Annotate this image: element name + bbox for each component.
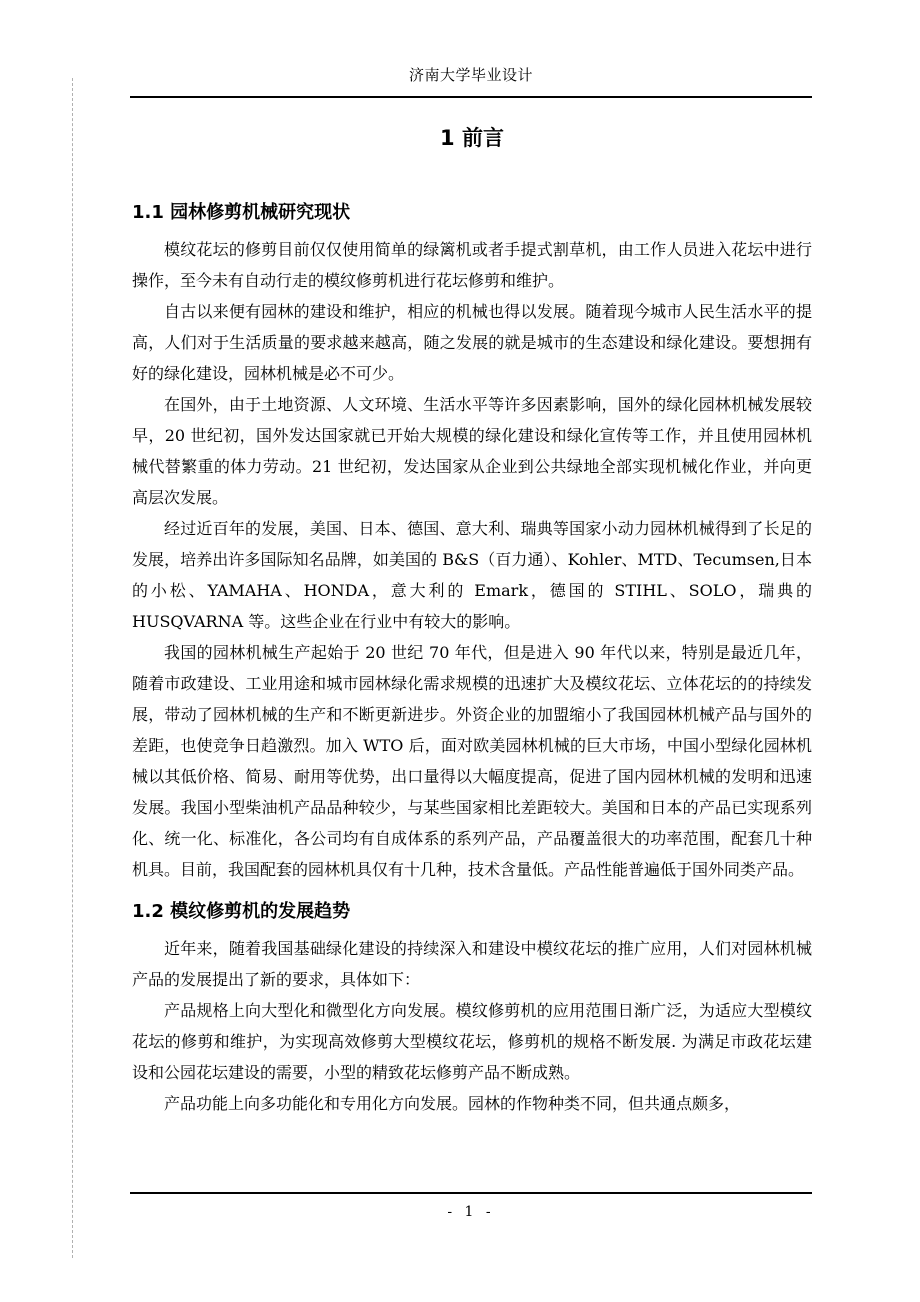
page-body — [132, 112, 812, 1119]
running-header: 济南大学毕业设计 — [408, 66, 533, 84]
paragraph: 产品功能上向多功能化和专用化方向发展。园林的作物种类不同，但共通点颇多， — [164, 1094, 741, 1113]
paragraph: 自古以来便有园林的建设和维护，相应的机械也得以发展。随着现今城市人民生活水平的提高，人们对于生活质量的要求越来越高，随之发展的就是城市的生态建设和绿化建设。要想拥有好的绿化建设，园林机械是必不可少。 — [132, 302, 812, 383]
section-heading: 1.2 模纹修剪机的发展趋势 — [132, 901, 351, 922]
binding-margin-line — [72, 78, 73, 1258]
page-number: - 1 - — [447, 1204, 495, 1220]
section-1-1 — [132, 196, 812, 885]
paragraph: 近年来，随着我国基础绿化建设的持续深入和建设中模纹花坛的推广应用，人们对园林机械产品的发展提出了新的要求，具体如下： — [132, 939, 812, 989]
header-rule — [130, 96, 812, 98]
section-heading: 1.1 园林修剪机械研究现状 — [132, 202, 351, 223]
paragraph: 产品规格上向大型化和微型化方向发展。模纹修剪机的应用范围日渐广泛，为适应大型模纹花坛的修剪和维护，为实现高效修剪大型模纹花坛，修剪机的规格不断发展. 为满足市政花坛建设和公园花坛建设的需要，小型的精致花坛修剪产品不断成熟。 — [132, 1001, 812, 1082]
chapter-title: 1 前言 — [440, 126, 504, 150]
paragraph: 我国的园林机械生产起始于 20 世纪 70 年代，但是进入 90 年代以来，特别是最近几年，随着市政建设、工业用途和城市园林绿化需求规模的迅速扩大及模纹花坛、立体花坛的的持续发展，带动了园林机械的生产和不断更新进步。外资企业的加盟缩小了我国园林机械产品与国外的差距，也使竞争日趋激烈。加入 WTO 后，面对欧美园林机械的巨大市场，中国小型绿化园林机械以其低价格、简易、耐用等优势，出口量得以大幅度提高，促进了国内园林机械的发明和迅速发展。我国小型柴油机产品品种较少，与某些国家相比差距较大。美国和日本的产品已实现系列化、统一化、标准化，各公司均有自成体系的系列产品，产品覆盖很大的功率范围，配套几十种机具。目前，我国配套的园林机具仅有十几种，技术含量低。产品性能普遍低于国外同类产品。 — [132, 643, 812, 879]
footer-rule — [130, 1192, 812, 1194]
section-1-2 — [132, 895, 812, 1119]
paragraph: 模纹花坛的修剪目前仅仅使用简单的绿篱机或者手提式割草机，由工作人员进入花坛中进行操作，至今未有自动行走的模纹修剪机进行花坛修剪和维护。 — [132, 240, 812, 290]
paragraph: 在国外，由于土地资源、人文环境、生活水平等许多因素影响，国外的绿化园林机械发展较早，20 世纪初，国外发达国家就已开始大规模的绿化建设和绿化宣传等工作，并且使用园林机械代替繁重的体力劳动。21 世纪初，发达国家从企业到公共绿地全部实现机械化作业，并向更高层次发展。 — [132, 395, 812, 507]
paragraph: 经过近百年的发展，美国、日本、德国、意大利、瑞典等国家小动力园林机械得到了长足的发展，培养出许多国际知名品牌，如美国的 B&S（百力通）、Kohler、MTD、Tecumsen,日本的小松、YAMAHA、HONDA，意大利的 Emark，德国的 STIHL、SOLO，瑞典的 HUSQVARNA 等。这些企业在行业中有较大的影响。 — [132, 519, 812, 631]
